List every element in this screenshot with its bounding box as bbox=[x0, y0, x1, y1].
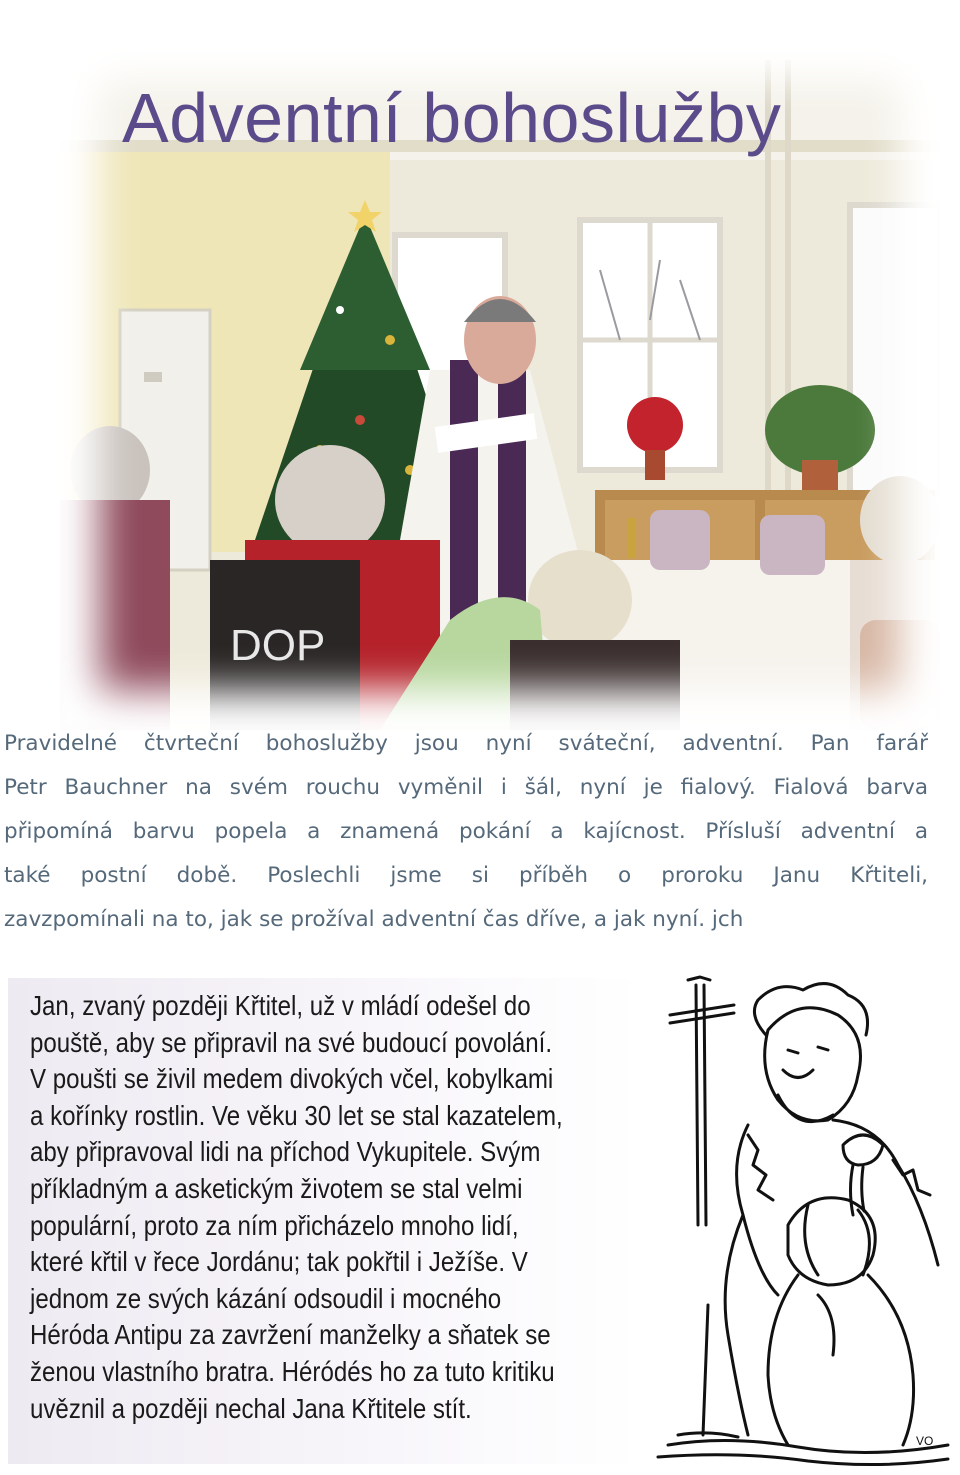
story-text bbox=[30, 988, 563, 1427]
intro-line: také postní době. Poslechli jsme si příběh o proroku Janu Křtiteli, bbox=[4, 863, 928, 888]
intro-line: připomíná barvu popela a znamená pokání a kajícnost. Přísluší adventní a bbox=[4, 819, 928, 844]
story-line: populární, proto za ním přicházelo mnoho lidí, bbox=[30, 1209, 519, 1241]
story-line: uvěznil a později nechal Jana Křtitele stít. bbox=[30, 1392, 472, 1424]
story-line: aby připravoval lidi na příchod Vykupitele. Svým bbox=[30, 1136, 541, 1168]
story-line: ženou vlastního bratra. Héródés ho za tuto kritiku bbox=[30, 1355, 555, 1387]
intro-line: Petr Bauchner na svém rouchu vyměnil i šál, nyní je fialový. Fialová barva bbox=[4, 775, 928, 800]
story-line: které křtil v řece Jordánu; tak pokřtil i Ježíše. V bbox=[30, 1246, 528, 1278]
page-title: Adventní bohoslužby bbox=[122, 79, 782, 157]
intro-line: zavzpomínali na to, jak se prožíval adventní čas dříve, a jak nyní. jch bbox=[4, 907, 744, 932]
story-line: jednom ze svých kázání odsoudil i mocného bbox=[30, 1282, 502, 1314]
story-line: příkladným a asketickým životem se stal velmi bbox=[30, 1172, 523, 1204]
story-line: pouště, aby se připravil na své budoucí povolání. bbox=[30, 1026, 553, 1058]
baptism-drawing bbox=[648, 975, 956, 1470]
story-line: Jan, zvaný později Křtitel, už v mládí odešel do bbox=[30, 990, 531, 1021]
story-line: Héróda Antipu za zavržení manželky a sňatek se bbox=[30, 1319, 551, 1351]
intro-paragraph bbox=[4, 722, 928, 942]
baptism-line-art bbox=[648, 975, 956, 1470]
svg-text:DOP: DOP bbox=[230, 621, 326, 670]
intro-line: Pravidelné čtvrteční bohoslužby jsou nyní sváteční, adventní. Pan farář bbox=[4, 731, 928, 756]
story-line: a kořínky rostlin. Ve věku 30 let se stal kazatelem, bbox=[30, 1099, 563, 1131]
story-line: V poušti se živil medem divokých včel, kobylkami bbox=[30, 1063, 554, 1095]
drawing-signature: VO bbox=[916, 1434, 934, 1448]
